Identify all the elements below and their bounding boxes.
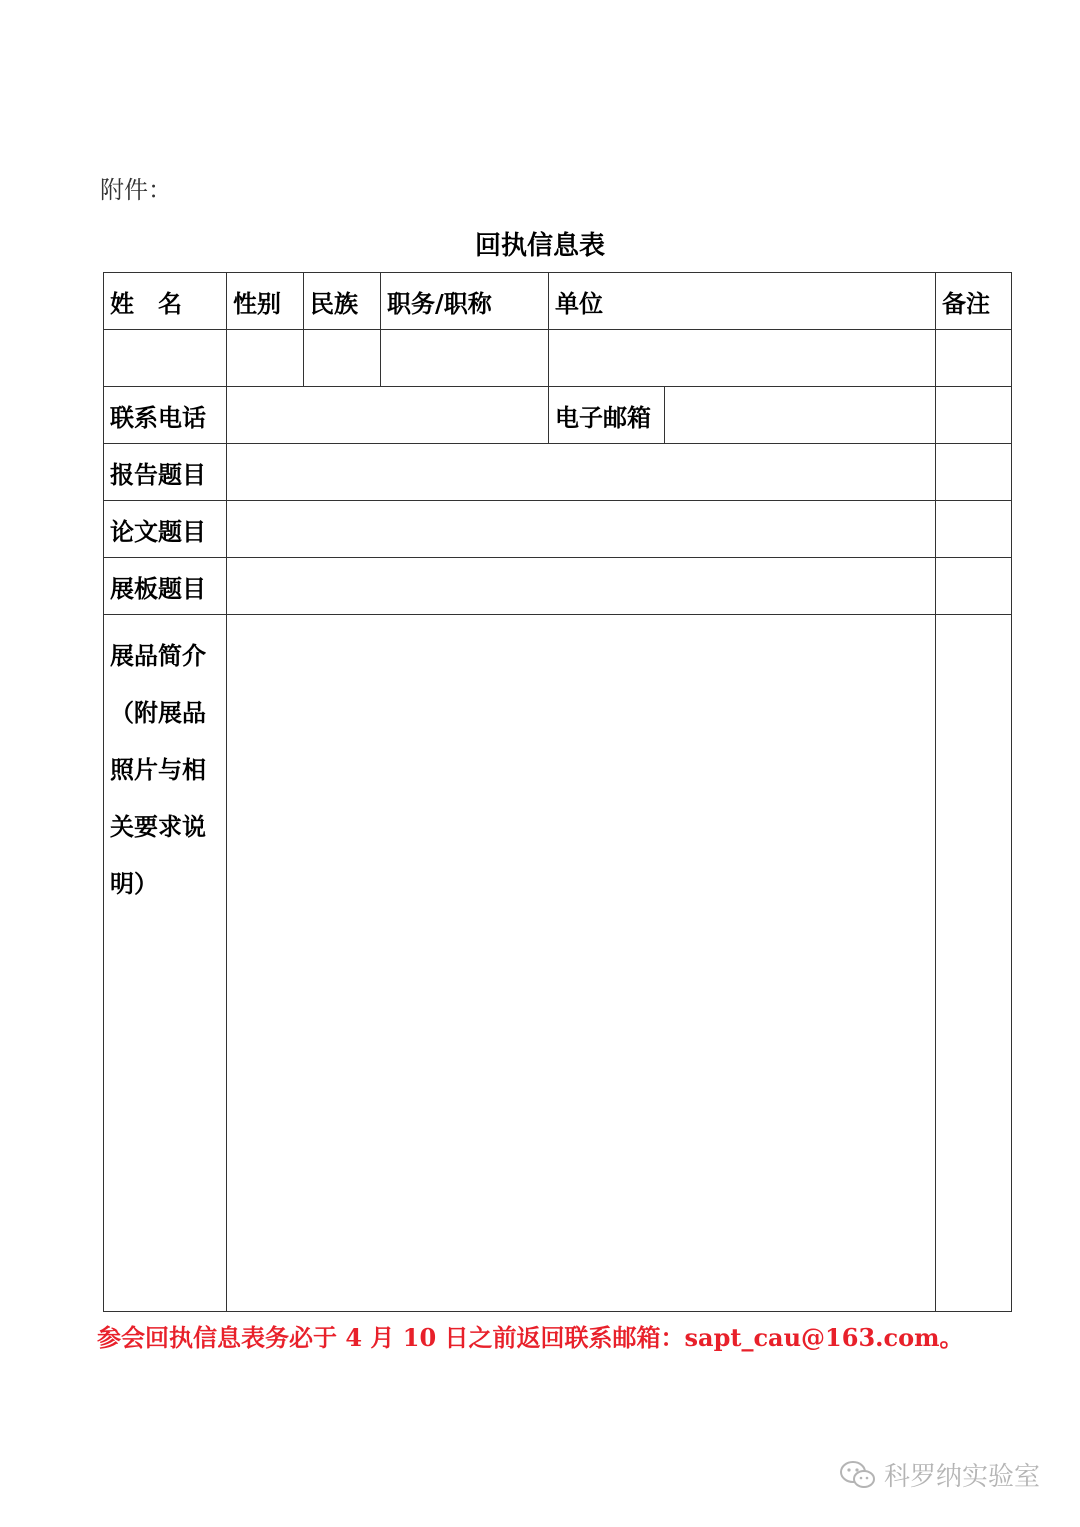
position-cell[interactable] [381, 330, 549, 387]
header-remarks: 备注 [936, 273, 1012, 330]
exhibit-intro-line: 照片与相 [110, 755, 206, 784]
email-cell[interactable] [665, 387, 936, 444]
board-title-cell[interactable] [227, 558, 936, 615]
header-row [104, 273, 1012, 330]
email-label: 电子邮箱 [549, 387, 665, 444]
unit-cell[interactable] [549, 330, 936, 387]
paper-title-label: 论文题目 [104, 501, 227, 558]
report-remarks-cell[interactable] [936, 444, 1012, 501]
exhibit-intro-line: 展品简介 [110, 641, 206, 670]
form-title: 回执信息表 [474, 231, 605, 261]
exhibit-intro-row [104, 615, 1012, 1312]
board-title-row [104, 558, 1012, 615]
attachment-label: 附件： [100, 176, 172, 204]
remarks-cell[interactable] [936, 330, 1012, 387]
exhibit-intro-line: 关要求说 [110, 812, 206, 841]
exhibit-remarks-cell[interactable] [936, 615, 1012, 1312]
header-ethnicity: 民族 [304, 273, 381, 330]
entry-row [104, 330, 1012, 387]
exhibit-intro-line: （附展品 [110, 698, 206, 727]
exhibit-intro-label [104, 615, 227, 1312]
header-position: 职务/职称 [381, 273, 549, 330]
name-cell[interactable] [104, 330, 227, 387]
exhibit-intro-cell[interactable] [227, 615, 936, 1312]
receipt-form-table [103, 272, 1012, 1312]
header-gender: 性别 [227, 273, 304, 330]
watermark-text: 科罗纳实验室 [884, 1462, 1041, 1492]
phone-cell[interactable] [227, 387, 549, 444]
paper-remarks-cell[interactable] [936, 501, 1012, 558]
wechat-icon [838, 1459, 878, 1491]
deadline-notice: 参会回执信息表务必于 4 月 10 日之前返回联系邮箱：sapt_cau@163.com。 [97, 1323, 964, 1352]
paper-title-cell[interactable] [227, 501, 936, 558]
ethnicity-cell[interactable] [304, 330, 381, 387]
watermark [838, 1456, 1040, 1493]
report-title-label: 报告题目 [104, 444, 227, 501]
report-title-cell[interactable] [227, 444, 936, 501]
gender-cell[interactable] [227, 330, 304, 387]
report-title-row [104, 444, 1012, 501]
contact-row [104, 387, 1012, 444]
phone-label: 联系电话 [104, 387, 227, 444]
board-remarks-cell[interactable] [936, 558, 1012, 615]
paper-title-row [104, 501, 1012, 558]
header-unit: 单位 [549, 273, 936, 330]
board-title-label: 展板题目 [104, 558, 227, 615]
exhibit-intro-line: 明） [110, 869, 158, 898]
header-name: 姓 名 [104, 273, 227, 330]
contact-remarks-cell[interactable] [936, 387, 1012, 444]
